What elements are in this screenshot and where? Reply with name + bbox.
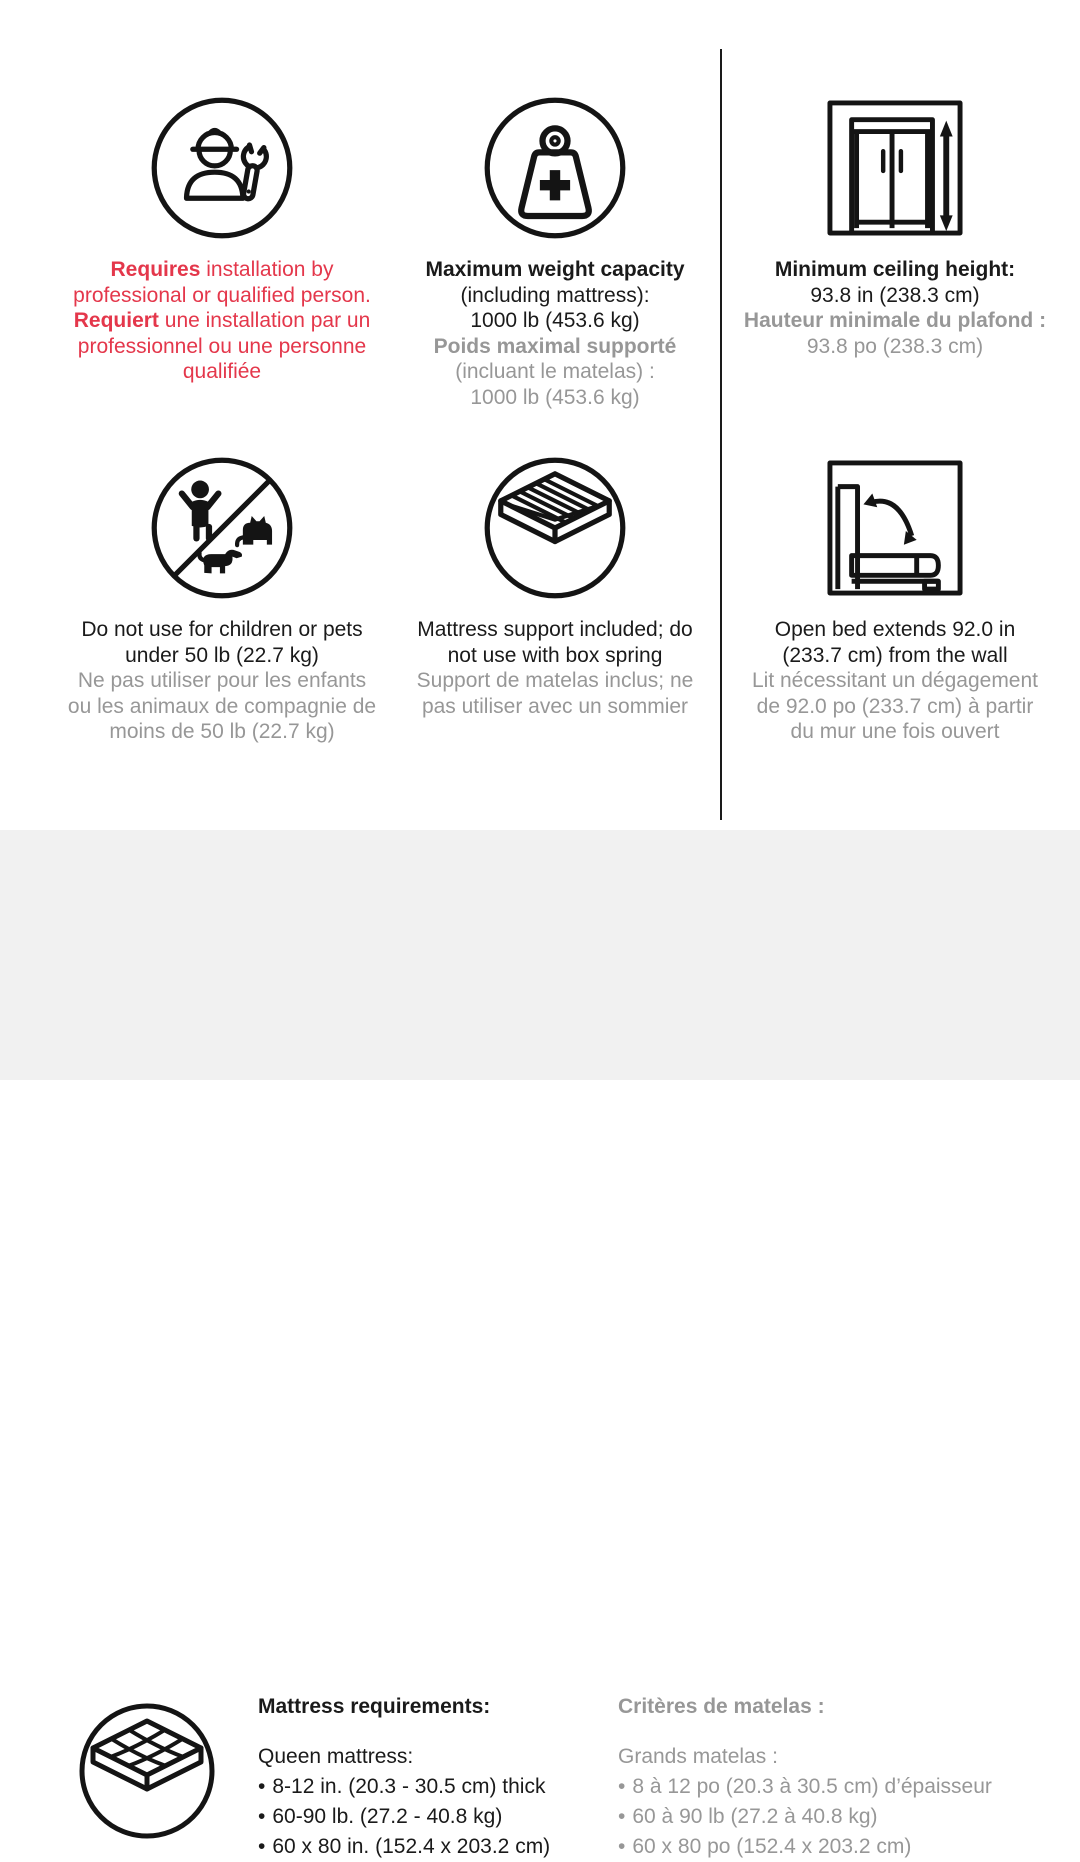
children-text-line-fr: Ne pas utiliser pour les enfants	[77, 669, 367, 692]
weight-text-line: (including mattress):	[460, 283, 650, 307]
mattress-requirements-title: Mattress requirements:	[258, 1695, 491, 1718]
installation-text-line: Requires installation by	[110, 258, 334, 281]
openbed-text-line-fr: de 92.0 po (233.7 cm) à partir	[756, 694, 1034, 718]
mattress-size-subtitle: Queen mattress:	[258, 1744, 414, 1768]
openbed-text-line: Open bed extends 92.0 in	[774, 618, 1016, 641]
bullet-icon: •	[618, 1804, 626, 1828]
children-text-line-fr: moins de 50 lb (22.7 kg)	[109, 720, 335, 743]
bullet-icon: •	[618, 1774, 626, 1798]
ceiling-title-fr: Hauteur minimale du plafond :	[743, 309, 1047, 332]
cell-open-bed	[725, 455, 1065, 745]
installation-bold-word-fr: Requiert	[73, 309, 159, 332]
mattress-bullet: • 60 x 80 in. (152.4 x 203.2 cm)	[258, 1832, 598, 1862]
mattress-requirements-en	[258, 1694, 598, 1862]
children-text-line: under 50 lb (22.7 kg)	[125, 643, 319, 667]
mattress-requirements-title-fr: Critères de matelas :	[618, 1695, 825, 1718]
cell-installation	[52, 95, 392, 385]
support-text-line-fr: pas utiliser avec un sommier	[421, 694, 689, 718]
mattress-bullet-fr: • 60 x 80 po (152.4 x 203.2 cm)	[618, 1832, 1058, 1862]
openbed-text-line-fr: du mur une fois ouvert	[790, 720, 1000, 743]
quilted-mattress-icon	[77, 1701, 217, 1841]
mattress-requirements-band	[0, 830, 1080, 1858]
weight-capacity-plus-icon	[385, 95, 725, 241]
bullet-icon: •	[258, 1834, 266, 1858]
bullet-icon: •	[618, 1834, 626, 1858]
bullet-icon: •	[258, 1804, 266, 1828]
openbed-text-line: (233.7 cm) from the wall	[782, 643, 1008, 667]
no-children-or-pets-icon	[52, 455, 392, 601]
installation-text-line: professional or qualified person.	[73, 283, 371, 307]
weight-title-fr: Poids maximal supporté	[433, 334, 677, 358]
mattress-requirements-fr	[618, 1694, 1058, 1862]
ceiling-text-line: 93.8 in (238.3 cm)	[810, 283, 980, 307]
mattress-bullet: • 8-12 in. (20.3 - 30.5 cm) thick	[258, 1772, 598, 1802]
cell-mattress-support	[385, 455, 725, 719]
children-text-line-fr: ou les animaux de compagnie de	[67, 694, 377, 718]
mattress-bullet-fr: • 8 à 12 po (20.3 à 30.5 cm) d’épaisseur	[618, 1772, 1058, 1802]
weight-text-line: 1000 lb (453.6 kg)	[470, 309, 640, 332]
ceiling-text-line-fr: 93.8 po (238.3 cm)	[806, 334, 984, 358]
weight-text-line-fr: (incluant le matelas) :	[455, 360, 655, 383]
mattress-bullet-fr: • 60 à 90 lb (27.2 à 40.8 kg)	[618, 1802, 1058, 1832]
cell-weight-capacity	[385, 95, 725, 410]
support-text-line: not use with box spring	[447, 643, 663, 667]
installation-text-line: professionnel ou une personne	[77, 334, 367, 358]
mattress-bullet: • 60-90 lb. (27.2 - 40.8 kg)	[258, 1802, 598, 1832]
installation-text-line: qualifiée	[182, 360, 262, 383]
slatted-mattress-support-icon	[385, 455, 725, 601]
support-text-line-fr: Support de matelas inclus; ne	[416, 669, 694, 692]
support-text-line: Mattress support included; do	[417, 618, 693, 641]
ceiling-title: Minimum ceiling height:	[774, 258, 1016, 281]
installation-bold-word: Requires	[110, 258, 201, 281]
closed-cabinet-height-arrow-icon	[725, 95, 1065, 241]
openbed-text-line-fr: Lit nécessitant un dégagement	[751, 669, 1039, 692]
children-text-line: Do not use for children or pets	[81, 618, 363, 641]
weight-title: Maximum weight capacity	[425, 258, 685, 281]
cell-no-children-pets	[52, 455, 392, 745]
installer-hardhat-wrench-icon	[52, 95, 392, 241]
open-murphy-bed-icon	[725, 455, 1065, 601]
installation-text-line: Requiert une installation par un	[73, 309, 371, 332]
cell-ceiling-height	[725, 95, 1065, 359]
bullet-icon: •	[258, 1774, 266, 1798]
mattress-size-subtitle-fr: Grands matelas :	[618, 1744, 778, 1768]
weight-text-line-fr: 1000 lb (453.6 kg)	[470, 385, 640, 409]
